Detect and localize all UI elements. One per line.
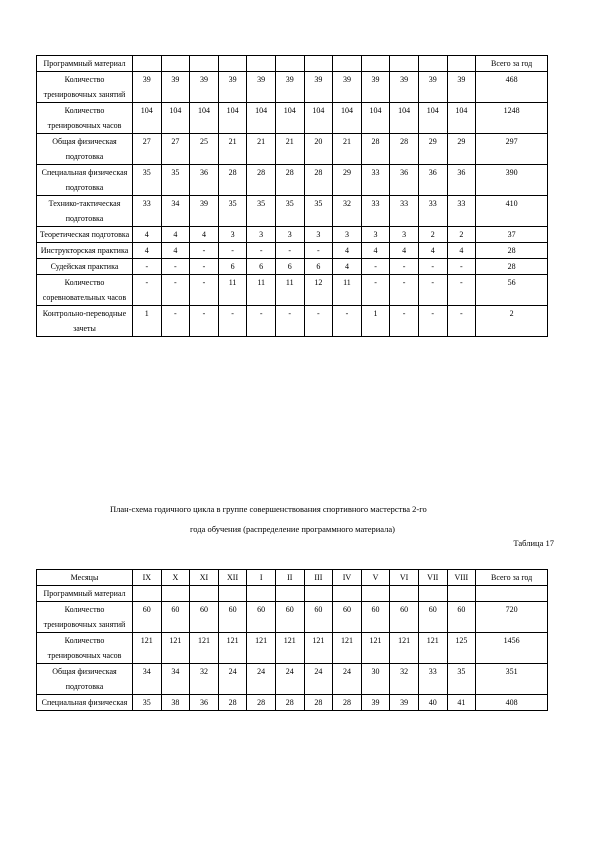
row-total-cell: 37	[476, 227, 548, 243]
month-value-cell: -	[390, 306, 419, 337]
table-row	[37, 664, 548, 695]
month-value-cell: -	[418, 259, 447, 275]
month-value-cell: -	[190, 243, 219, 259]
row-total-cell: 2	[476, 306, 548, 337]
month-value-cell: 4	[418, 243, 447, 259]
month-value-cell: 4	[333, 243, 362, 259]
table-row	[37, 586, 548, 602]
month-value-cell: 28	[218, 695, 247, 711]
month-value-cell: 32	[333, 196, 362, 227]
table-row	[37, 196, 548, 227]
month-value-cell: 35	[447, 664, 476, 695]
month-value-cell: 39	[190, 72, 219, 103]
month-value-cell	[161, 586, 190, 602]
month-value-cell: 4	[133, 227, 162, 243]
month-value-cell	[390, 586, 419, 602]
month-value-cell: 33	[447, 196, 476, 227]
month-value-cell: -	[304, 306, 333, 337]
month-value-cell: 104	[361, 103, 390, 134]
month-value-cell: 60	[190, 602, 219, 633]
month-value-cell: 39	[447, 72, 476, 103]
row-total-cell: 720	[476, 602, 548, 633]
table-row	[37, 56, 548, 72]
month-value-cell: 121	[218, 633, 247, 664]
month-value-cell: 21	[218, 134, 247, 165]
month-value-cell: 28	[247, 695, 276, 711]
month-value-cell	[390, 56, 419, 72]
month-value-cell: 35	[133, 695, 162, 711]
row-total-cell: 56	[476, 275, 548, 306]
month-value-cell: -	[275, 306, 304, 337]
month-value-cell: 121	[418, 633, 447, 664]
month-value-cell: 3	[361, 227, 390, 243]
row-label-cell: Специальная физическая подготовка	[37, 165, 133, 196]
month-value-cell	[190, 586, 219, 602]
row-label-cell: Судейская практика	[37, 259, 133, 275]
month-value-cell: 60	[418, 602, 447, 633]
month-value-cell: 24	[333, 664, 362, 695]
month-value-cell: 104	[304, 103, 333, 134]
table-header-row	[37, 570, 548, 586]
month-value-cell: 27	[133, 134, 162, 165]
table-row	[37, 602, 548, 633]
table-row	[37, 259, 548, 275]
month-value-cell: 27	[161, 134, 190, 165]
month-value-cell: 28	[275, 695, 304, 711]
row-label-cell: Программный материал	[37, 56, 133, 72]
month-value-cell: 6	[218, 259, 247, 275]
month-value-cell: 39	[390, 695, 419, 711]
month-value-cell: 35	[304, 196, 333, 227]
month-value-cell: 25	[190, 134, 219, 165]
month-value-cell: -	[304, 243, 333, 259]
month-value-cell: 4	[161, 227, 190, 243]
month-value-cell: 28	[218, 165, 247, 196]
month-value-cell: X	[161, 570, 190, 586]
month-value-cell: XII	[218, 570, 247, 586]
month-value-cell	[304, 56, 333, 72]
table-caption-line-2: года обучения (распределение программного материала)	[190, 524, 395, 534]
month-value-cell: 21	[247, 134, 276, 165]
month-value-cell: XI	[190, 570, 219, 586]
month-value-cell: 121	[333, 633, 362, 664]
month-value-cell: -	[247, 243, 276, 259]
row-label-cell: Месяцы	[37, 570, 133, 586]
table-caption-line-1: План-схема годичного цикла в группе совершенствования спортивного мастерства 2-го	[110, 504, 427, 514]
month-value-cell: 3	[333, 227, 362, 243]
month-value-cell	[418, 56, 447, 72]
month-value-cell	[133, 586, 162, 602]
month-value-cell: 36	[190, 695, 219, 711]
row-label-cell: Теоретическая подготовка	[37, 227, 133, 243]
month-value-cell: 12	[304, 275, 333, 306]
table-row	[37, 134, 548, 165]
month-value-cell: 104	[418, 103, 447, 134]
month-value-cell: 4	[361, 243, 390, 259]
month-value-cell: -	[247, 306, 276, 337]
month-value-cell: 121	[275, 633, 304, 664]
month-value-cell: 3	[247, 227, 276, 243]
month-value-cell	[304, 586, 333, 602]
month-value-cell: 60	[390, 602, 419, 633]
month-value-cell: -	[190, 275, 219, 306]
month-value-cell: 4	[447, 243, 476, 259]
month-value-cell: 32	[190, 664, 219, 695]
month-value-cell: VII	[418, 570, 447, 586]
table-row	[37, 227, 548, 243]
table-row	[37, 72, 548, 103]
month-value-cell: 39	[304, 72, 333, 103]
month-value-cell: 36	[190, 165, 219, 196]
plan-table-1-body	[37, 56, 548, 337]
month-value-cell: 104	[133, 103, 162, 134]
month-value-cell: 121	[161, 633, 190, 664]
month-value-cell: 60	[247, 602, 276, 633]
row-label-cell: Контрольно-переводные зачеты	[37, 306, 133, 337]
month-value-cell: 3	[390, 227, 419, 243]
month-value-cell: -	[133, 259, 162, 275]
month-value-cell: IV	[333, 570, 362, 586]
row-total-cell: 468	[476, 72, 548, 103]
month-value-cell: 39	[133, 72, 162, 103]
row-label-cell: Количество соревновательных часов	[37, 275, 133, 306]
row-total-cell: 1248	[476, 103, 548, 134]
month-value-cell	[190, 56, 219, 72]
month-value-cell: VI	[390, 570, 419, 586]
month-value-cell: 104	[390, 103, 419, 134]
table-row	[37, 695, 548, 711]
month-value-cell	[218, 586, 247, 602]
month-value-cell: 4	[190, 227, 219, 243]
month-value-cell: 125	[447, 633, 476, 664]
month-value-cell: III	[304, 570, 333, 586]
month-value-cell: II	[275, 570, 304, 586]
row-total-cell: 390	[476, 165, 548, 196]
month-value-cell: -	[218, 243, 247, 259]
plan-table-1	[36, 55, 548, 337]
month-value-cell: 29	[333, 165, 362, 196]
month-value-cell: 1	[133, 306, 162, 337]
plan-table-2	[36, 569, 548, 711]
table-row	[37, 275, 548, 306]
row-total-cell: 408	[476, 695, 548, 711]
month-value-cell: 104	[190, 103, 219, 134]
month-value-cell: 33	[361, 196, 390, 227]
row-total-cell: Всего за год	[476, 56, 548, 72]
row-total-cell: 297	[476, 134, 548, 165]
month-value-cell	[161, 56, 190, 72]
month-value-cell: 60	[133, 602, 162, 633]
month-value-cell: 2	[418, 227, 447, 243]
month-value-cell: 30	[361, 664, 390, 695]
month-value-cell: 60	[275, 602, 304, 633]
month-value-cell: 39	[218, 72, 247, 103]
month-value-cell: 11	[218, 275, 247, 306]
month-value-cell: 104	[247, 103, 276, 134]
row-label-cell: Общая физическая подготовка	[37, 134, 133, 165]
month-value-cell: 34	[161, 196, 190, 227]
row-label-cell: Количество тренировочных занятий	[37, 602, 133, 633]
month-value-cell: 28	[275, 165, 304, 196]
table-row	[37, 165, 548, 196]
month-value-cell	[275, 56, 304, 72]
month-value-cell: 1	[361, 306, 390, 337]
row-total-cell: 351	[476, 664, 548, 695]
month-value-cell: 24	[275, 664, 304, 695]
month-value-cell: 33	[390, 196, 419, 227]
month-value-cell: 39	[333, 72, 362, 103]
month-value-cell: 35	[133, 165, 162, 196]
month-value-cell: 60	[161, 602, 190, 633]
month-value-cell: 24	[304, 664, 333, 695]
month-value-cell: 28	[361, 134, 390, 165]
month-value-cell: 3	[275, 227, 304, 243]
row-total-cell: Всего за год	[476, 570, 548, 586]
month-value-cell: 29	[447, 134, 476, 165]
month-value-cell: 32	[390, 664, 419, 695]
month-value-cell: 4	[133, 243, 162, 259]
row-label-cell: Инструкторская практика	[37, 243, 133, 259]
month-value-cell: 39	[161, 72, 190, 103]
row-label-cell: Общая физическая подготовка	[37, 664, 133, 695]
month-value-cell: -	[333, 306, 362, 337]
row-total-cell: 28	[476, 259, 548, 275]
month-value-cell	[418, 586, 447, 602]
month-value-cell: -	[361, 259, 390, 275]
month-value-cell: -	[361, 275, 390, 306]
table-row	[37, 306, 548, 337]
month-value-cell: 28	[304, 695, 333, 711]
month-value-cell: 60	[361, 602, 390, 633]
month-value-cell: 39	[361, 695, 390, 711]
month-value-cell: 41	[447, 695, 476, 711]
month-value-cell: 35	[275, 196, 304, 227]
month-value-cell: 104	[447, 103, 476, 134]
month-value-cell: 39	[190, 196, 219, 227]
month-value-cell: 39	[418, 72, 447, 103]
month-value-cell: 3	[218, 227, 247, 243]
month-value-cell: IX	[133, 570, 162, 586]
month-value-cell: 28	[304, 165, 333, 196]
month-value-cell: 6	[304, 259, 333, 275]
month-value-cell: 11	[247, 275, 276, 306]
row-label-cell: Программный материал	[37, 586, 133, 602]
month-value-cell: 24	[247, 664, 276, 695]
month-value-cell	[133, 56, 162, 72]
table-row	[37, 103, 548, 134]
month-value-cell: -	[133, 275, 162, 306]
row-label-cell: Технико-тактическая подготовка	[37, 196, 133, 227]
month-value-cell: 60	[304, 602, 333, 633]
month-value-cell: 36	[418, 165, 447, 196]
month-value-cell: 121	[361, 633, 390, 664]
month-value-cell: 39	[361, 72, 390, 103]
month-value-cell: 2	[447, 227, 476, 243]
month-value-cell: -	[390, 275, 419, 306]
month-value-cell: 39	[390, 72, 419, 103]
month-value-cell: 40	[418, 695, 447, 711]
month-value-cell	[333, 586, 362, 602]
month-value-cell: 104	[218, 103, 247, 134]
row-label-cell: Количество тренировочных часов	[37, 633, 133, 664]
month-value-cell: 60	[333, 602, 362, 633]
month-value-cell: 36	[447, 165, 476, 196]
month-value-cell: 4	[390, 243, 419, 259]
month-value-cell: -	[275, 243, 304, 259]
month-value-cell: -	[161, 275, 190, 306]
month-value-cell: 6	[275, 259, 304, 275]
month-value-cell: 6	[247, 259, 276, 275]
month-value-cell: 28	[390, 134, 419, 165]
month-value-cell: 35	[218, 196, 247, 227]
month-value-cell: 60	[218, 602, 247, 633]
month-value-cell: 121	[390, 633, 419, 664]
month-value-cell: 3	[304, 227, 333, 243]
month-value-cell: 33	[133, 196, 162, 227]
month-value-cell: 39	[247, 72, 276, 103]
month-value-cell: 38	[161, 695, 190, 711]
month-value-cell: 11	[333, 275, 362, 306]
month-value-cell: -	[447, 306, 476, 337]
month-value-cell: 24	[218, 664, 247, 695]
month-value-cell: 28	[333, 695, 362, 711]
month-value-cell: -	[418, 306, 447, 337]
month-value-cell	[333, 56, 362, 72]
month-value-cell: 33	[361, 165, 390, 196]
month-value-cell: 20	[304, 134, 333, 165]
row-label-cell: Количество тренировочных занятий	[37, 72, 133, 103]
month-value-cell: -	[418, 275, 447, 306]
month-value-cell	[447, 56, 476, 72]
month-value-cell: -	[161, 306, 190, 337]
month-value-cell: I	[247, 570, 276, 586]
month-value-cell: 36	[390, 165, 419, 196]
row-total-cell: 28	[476, 243, 548, 259]
month-value-cell: 34	[133, 664, 162, 695]
month-value-cell	[247, 56, 276, 72]
row-total-cell	[476, 586, 548, 602]
month-value-cell: 11	[275, 275, 304, 306]
row-label-cell: Специальная физическая	[37, 695, 133, 711]
month-value-cell: 33	[418, 664, 447, 695]
month-value-cell: 121	[133, 633, 162, 664]
month-value-cell: -	[161, 259, 190, 275]
month-value-cell	[275, 586, 304, 602]
month-value-cell: 33	[418, 196, 447, 227]
month-value-cell: 21	[333, 134, 362, 165]
month-value-cell: 34	[161, 664, 190, 695]
row-label-cell: Количество тренировочных часов	[37, 103, 133, 134]
table-number: Таблица 17	[513, 538, 554, 548]
month-value-cell: -	[390, 259, 419, 275]
month-value-cell: 121	[190, 633, 219, 664]
month-value-cell: 4	[161, 243, 190, 259]
row-total-cell: 410	[476, 196, 548, 227]
month-value-cell: VIII	[447, 570, 476, 586]
month-value-cell: 29	[418, 134, 447, 165]
month-value-cell: 104	[333, 103, 362, 134]
month-value-cell: 28	[247, 165, 276, 196]
month-value-cell: -	[218, 306, 247, 337]
table-row	[37, 633, 548, 664]
month-value-cell: 60	[447, 602, 476, 633]
month-value-cell: 4	[333, 259, 362, 275]
month-value-cell: V	[361, 570, 390, 586]
month-value-cell	[361, 586, 390, 602]
month-value-cell: -	[447, 259, 476, 275]
month-value-cell: -	[190, 259, 219, 275]
month-value-cell: -	[190, 306, 219, 337]
month-value-cell: 121	[247, 633, 276, 664]
month-value-cell	[247, 586, 276, 602]
month-value-cell: 121	[304, 633, 333, 664]
month-value-cell: -	[447, 275, 476, 306]
month-value-cell	[361, 56, 390, 72]
month-value-cell: 104	[161, 103, 190, 134]
month-value-cell: 21	[275, 134, 304, 165]
month-value-cell: 39	[275, 72, 304, 103]
month-value-cell	[447, 586, 476, 602]
month-value-cell: 104	[275, 103, 304, 134]
table-row	[37, 243, 548, 259]
month-value-cell: 35	[161, 165, 190, 196]
plan-table-2-body	[37, 570, 548, 711]
row-total-cell: 1456	[476, 633, 548, 664]
month-value-cell	[218, 56, 247, 72]
month-value-cell: 35	[247, 196, 276, 227]
